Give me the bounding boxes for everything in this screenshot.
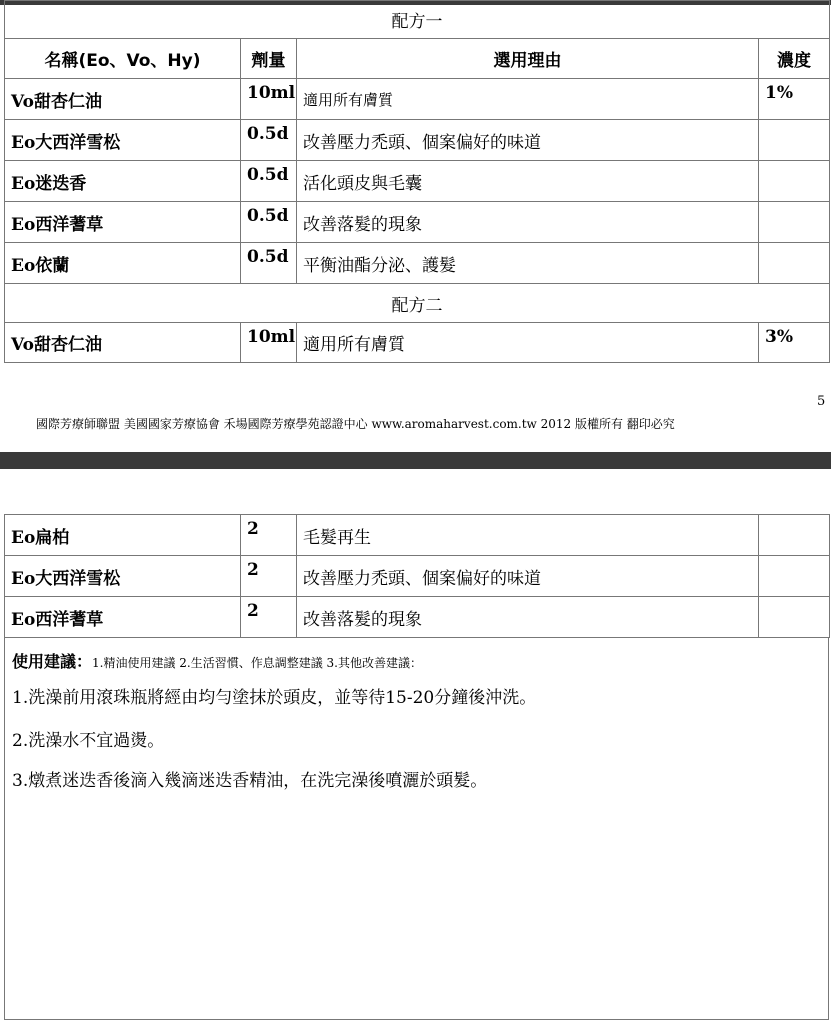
table-row	[5, 161, 830, 202]
page-number: 5	[817, 394, 826, 409]
oil-dose: 10ml	[241, 323, 297, 363]
oil-name: Eo扁柏	[5, 515, 241, 556]
header-concentration: 濃度	[759, 39, 830, 79]
oil-concentration	[759, 515, 830, 556]
oil-reason: 改善壓力禿頭、個案偏好的味道	[297, 556, 759, 597]
advice-item: 1.洗澡前用滾珠瓶將經由均勻塗抹於頭皮，並等待15-20分鐘後沖洗。	[12, 688, 537, 708]
table-row	[5, 597, 830, 638]
header-dose: 劑量	[241, 39, 297, 79]
oil-reason: 改善壓力禿頭、個案偏好的味道	[297, 120, 759, 161]
oil-name: Eo大西洋雪松	[5, 120, 241, 161]
oil-dose: 10ml	[241, 79, 297, 120]
oil-dose: 0.5d	[241, 161, 297, 202]
table-row	[5, 120, 830, 161]
oil-dose: 2	[241, 515, 297, 556]
oil-dose: 2	[241, 556, 297, 597]
oil-reason: 改善落髮的現象	[297, 597, 759, 638]
oil-reason: 平衡油酯分泌、護髮	[297, 243, 759, 284]
oil-concentration	[759, 120, 830, 161]
formula2-title: 配方二	[5, 284, 830, 323]
advice-item: 3.燉煮迷迭香後滴入幾滴迷迭香精油，在洗完澡後噴灑於頭髮。	[12, 771, 488, 791]
oil-concentration: 1%	[759, 79, 830, 120]
oil-name: Eo迷迭香	[5, 161, 241, 202]
table-row	[5, 323, 830, 363]
table-row	[5, 515, 830, 556]
formula1-title: 配方一	[5, 1, 830, 39]
oil-name: Eo依蘭	[5, 243, 241, 284]
page-footer: 國際芳療師聯盟 美國國家芳療協會 禾場國際芳療學苑認證中心 www.aromaharvest.com.tw 2012 版權所有 翻印必究	[36, 417, 675, 431]
header-name: 名稱(Eo、Vo、Hy)	[5, 39, 241, 79]
oil-dose: 0.5d	[241, 120, 297, 161]
usage-advice-box	[4, 637, 829, 1020]
table-row	[5, 79, 830, 120]
oil-name: Vo甜杏仁油	[5, 79, 241, 120]
oil-dose: 0.5d	[241, 243, 297, 284]
oil-concentration	[759, 161, 830, 202]
table-row	[5, 556, 830, 597]
oil-concentration	[759, 202, 830, 243]
oil-dose: 2	[241, 597, 297, 638]
oil-reason: 適用所有膚質	[297, 79, 759, 120]
oil-reason: 毛髮再生	[297, 515, 759, 556]
oil-name: Eo西洋蓍草	[5, 597, 241, 638]
oil-reason: 改善落髮的現象	[297, 202, 759, 243]
oil-name: Eo西洋蓍草	[5, 202, 241, 243]
formula-table-page2	[4, 514, 830, 638]
oil-concentration	[759, 597, 830, 638]
table-row	[5, 202, 830, 243]
page-separator	[0, 452, 831, 469]
oil-concentration	[759, 556, 830, 597]
oil-name: Vo甜杏仁油	[5, 323, 241, 363]
oil-concentration: 3%	[759, 323, 830, 363]
advice-categories: 1.精油使用建議 2.生活習慣、作息調整建議 3.其他改善建議：	[92, 656, 422, 670]
advice-heading	[12, 649, 422, 672]
oil-reason: 活化頭皮與毛囊	[297, 161, 759, 202]
advice-item: 2.洗澡水不宜過燙。	[12, 731, 165, 751]
table-row	[5, 243, 830, 284]
oil-reason: 適用所有膚質	[297, 323, 759, 363]
advice-label: 使用建議：	[12, 652, 93, 671]
header-reason: 選用理由	[297, 39, 759, 79]
oil-dose: 0.5d	[241, 202, 297, 243]
formula-table-page1	[4, 0, 830, 363]
oil-concentration	[759, 243, 830, 284]
oil-name: Eo大西洋雪松	[5, 556, 241, 597]
